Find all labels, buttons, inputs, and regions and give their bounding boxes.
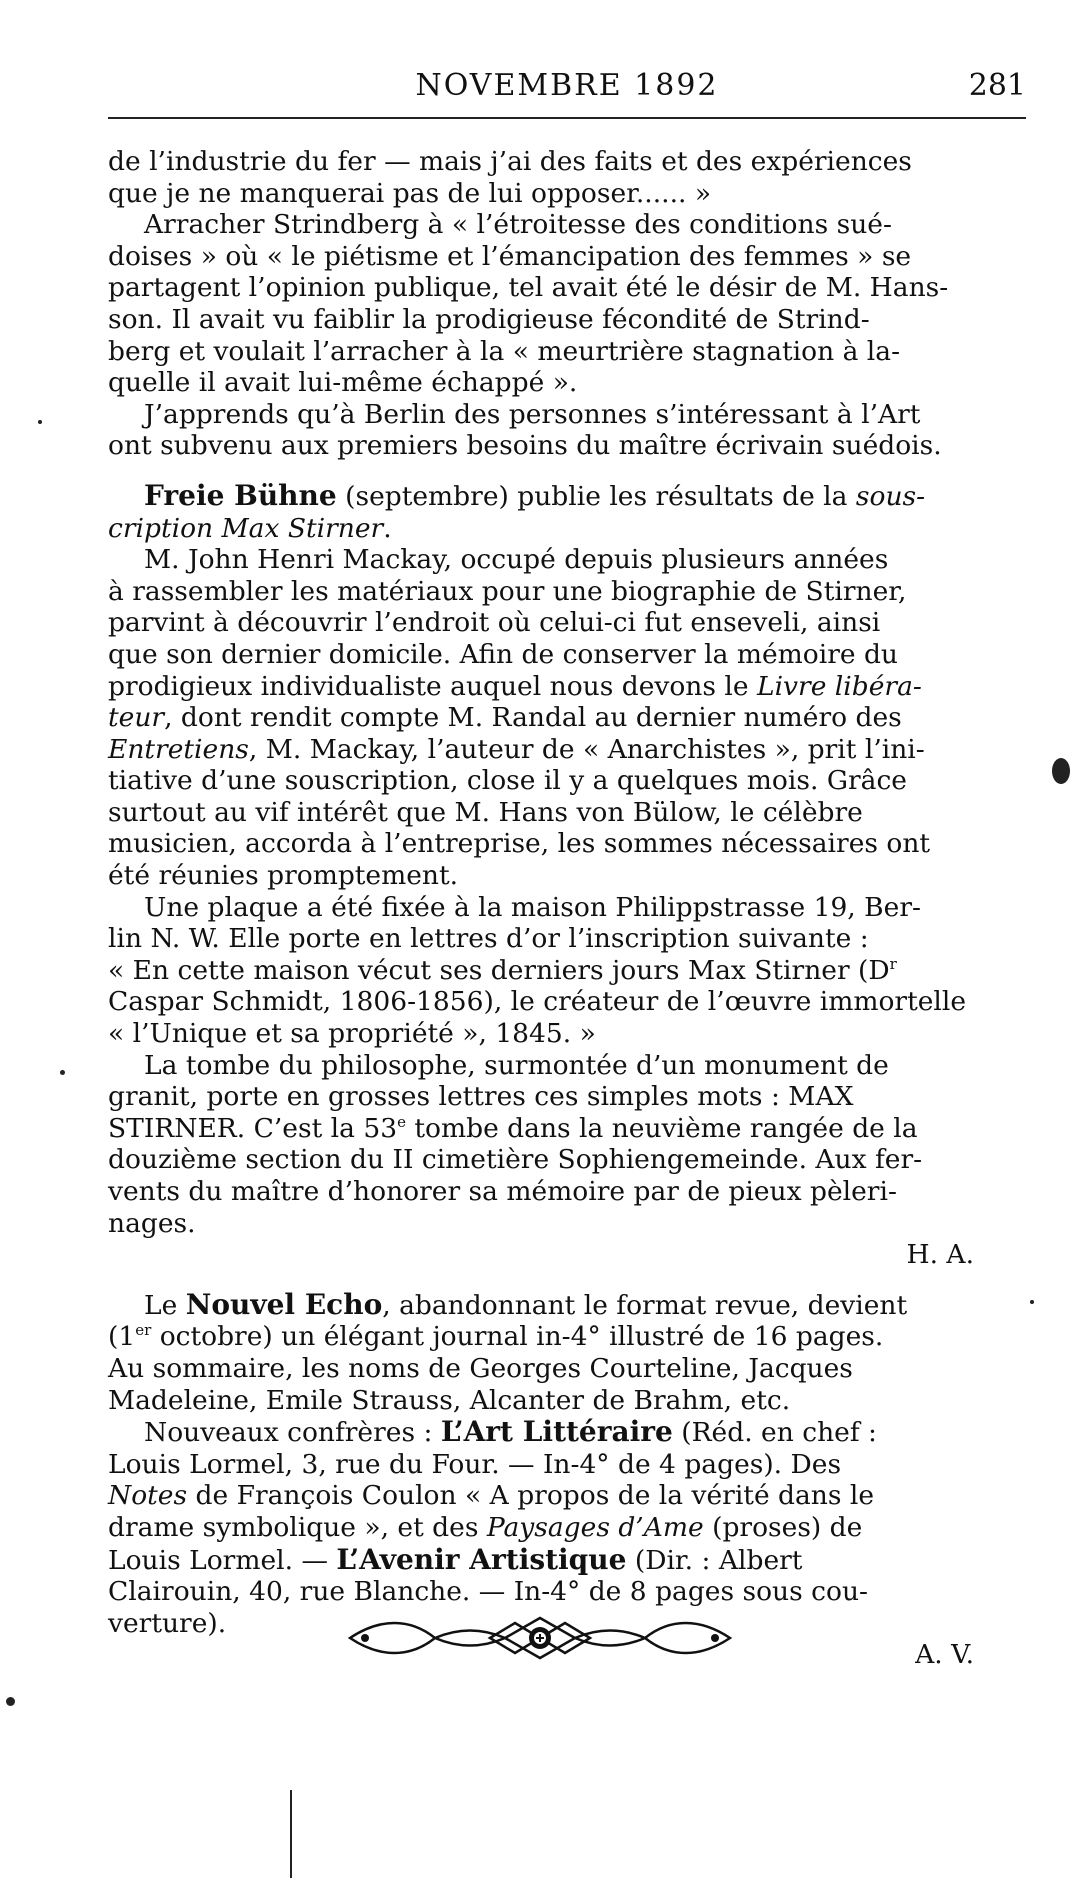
journal-title: Freie Bühne bbox=[144, 478, 337, 512]
paragraph-line bbox=[108, 1416, 1026, 1449]
paragraph-line: Arracher Strindberg à « l’étroitesse des conditions sué- bbox=[144, 209, 892, 241]
superscript: e bbox=[397, 1112, 406, 1131]
italic-run: Notes bbox=[108, 1480, 188, 1512]
paragraph-line: La tombe du philosophe, surmontée d’un monument de bbox=[144, 1049, 889, 1081]
italic-run: teur bbox=[108, 702, 165, 734]
text-run: (1 bbox=[108, 1321, 136, 1353]
page-header bbox=[108, 60, 1026, 112]
paragraph-line: à rassembler les matériaux pour une biographie de Stirner, bbox=[108, 575, 907, 607]
paragraph-line: Une plaque a été fixée à la maison Philippstrasse 19, Ber- bbox=[144, 891, 921, 923]
superscript: r bbox=[889, 955, 897, 974]
text-run: . bbox=[383, 512, 392, 544]
superscript: er bbox=[135, 1321, 152, 1340]
paragraph-line: surtout au vif intérêt que M. Hans von Bülow, le célèbre bbox=[108, 796, 863, 828]
paragraph-line: que je ne manquerai pas de lui opposer...... » bbox=[108, 177, 712, 209]
tailpiece-ornament-icon bbox=[340, 1613, 740, 1663]
ink-speck bbox=[1030, 1300, 1034, 1304]
paragraph-line: Caspar Schmidt, 1806-1856), le créateur de l’œuvre immortelle bbox=[108, 986, 967, 1018]
paragraph-line: Louis Lormel, 3, rue du Four. — In-4° de 4 pages). Des bbox=[108, 1448, 842, 1480]
paragraph-line bbox=[108, 513, 1026, 545]
paragraph-line: « l’Unique et sa propriété », 1845. » bbox=[108, 1018, 596, 1050]
paragraph-line: Madeleine, Emile Strauss, Alcanter de Brahm, etc. bbox=[108, 1384, 791, 1416]
paragraph-line: douzième section du II cimetière Sophiengemeinde. Aux fer- bbox=[108, 1144, 923, 1176]
text-run: , abandonnant le format revue, devient bbox=[382, 1289, 908, 1321]
paragraph-line bbox=[108, 1289, 1026, 1322]
italic-run: Paysages d’Ame bbox=[486, 1511, 704, 1543]
paragraph-line: nages. bbox=[108, 1207, 196, 1239]
paragraph-line: berg et voulait l’arracher à la « meurtrière stagnation à la- bbox=[108, 335, 901, 367]
text-run: « En cette maison vécut ses derniers jours Max Stirner (D bbox=[108, 954, 890, 986]
running-title: NOVEMBRE 1892 bbox=[415, 68, 719, 103]
paragraph-line bbox=[108, 955, 1026, 987]
paragraph-line: lin N. W. Elle porte en lettres d’or l’inscription suivante : bbox=[108, 923, 869, 955]
text-run: tombe dans la neuvième rangée de la bbox=[405, 1112, 918, 1144]
ink-speck bbox=[60, 1070, 65, 1075]
paragraph-line bbox=[108, 1480, 1026, 1512]
text-run: (Dir. : Albert bbox=[626, 1544, 803, 1576]
text-run: drame symbolique », et des bbox=[108, 1511, 487, 1543]
paragraph-line: Clairouin, 40, rue Blanche. — In-4° de 8 pages sous cou- bbox=[108, 1576, 868, 1608]
paragraph-line: Au sommaire, les noms de Georges Courteline, Jacques bbox=[108, 1352, 853, 1384]
paragraph-line bbox=[108, 480, 1026, 513]
text-run: Le bbox=[144, 1289, 186, 1321]
paragraph-line bbox=[108, 734, 1026, 766]
text-run: (septembre) publie les résultats de la bbox=[336, 480, 856, 512]
signature: H. A. bbox=[906, 1239, 974, 1271]
header-rule bbox=[108, 117, 1026, 119]
paragraph-line: doises » où « le piétisme et l’émancipation des femmes » se bbox=[108, 240, 912, 272]
paragraph-line: tiative d’une souscription, close il y a quelques mois. Grâce bbox=[108, 765, 907, 797]
italic-run: cription Max Stirner bbox=[108, 512, 384, 544]
paragraph-line bbox=[108, 671, 1026, 703]
scan-mark bbox=[290, 1790, 292, 1878]
paragraph-line: J’apprends qu’à Berlin des personnes s’intéressant à l’Art bbox=[144, 398, 921, 430]
text-run: octobre) un élégant journal in-4° illustré de 16 pages. bbox=[151, 1321, 884, 1353]
paragraph-line bbox=[108, 1544, 1026, 1577]
journal-title: Nouvel Echo bbox=[185, 1287, 383, 1321]
text-run: Louis Lormel. — bbox=[108, 1544, 337, 1576]
ink-speck bbox=[38, 420, 42, 424]
paragraph-line: parvint à découvrir l’endroit où celui-ci fut enseveli, ainsi bbox=[108, 607, 881, 639]
paragraph-line: son. Il avait vu faiblir la prodigieuse fécondité de Strind- bbox=[108, 303, 870, 335]
paragraph-line: été réunies promptement. bbox=[108, 860, 459, 892]
ink-blot bbox=[1052, 758, 1070, 784]
paragraph-line: quelle il avait lui-même échappé ». bbox=[108, 367, 578, 399]
signature: A. V. bbox=[915, 1639, 974, 1671]
italic-run: Livre libéra- bbox=[756, 670, 922, 702]
paragraph-line bbox=[108, 1321, 1026, 1353]
paragraph-line: que son dernier domicile. Afin de conserver la mémoire du bbox=[108, 638, 898, 670]
page-number: 281 bbox=[968, 68, 1026, 103]
journal-title: L’Avenir Artistique bbox=[336, 1542, 627, 1576]
text-run: (Réd. en chef : bbox=[672, 1417, 877, 1449]
paragraph-line: vents du maître d’honorer sa mémoire par de pieux pèleri- bbox=[108, 1176, 897, 1207]
paragraph-line: M. John Henri Mackay, occupé depuis plusieurs années bbox=[144, 544, 889, 576]
paragraph-line: verture). bbox=[108, 1607, 227, 1639]
paragraph-line bbox=[108, 1512, 1026, 1544]
italic-run: Entretiens bbox=[108, 733, 249, 765]
italic-run: sous- bbox=[855, 480, 926, 512]
paragraph-line bbox=[108, 1113, 1026, 1145]
paragraph-line bbox=[108, 702, 1026, 734]
text-run: (proses) de bbox=[703, 1511, 863, 1543]
paragraph-line: partagent l’opinion publique, tel avait été le désir de M. Hans- bbox=[108, 272, 949, 304]
text-run: STIRNER. C’est la 53 bbox=[108, 1112, 398, 1144]
journal-title: L’Art Littéraire bbox=[440, 1415, 673, 1449]
text-run: prodigieux individualiste auquel nous devons le bbox=[108, 670, 757, 702]
text-run: , dont rendit compte M. Randal au dernier numéro des bbox=[164, 702, 902, 734]
text-run: , M. Mackay, l’auteur de « Anarchistes », prit l’ini- bbox=[248, 733, 925, 765]
paragraph-line: granit, porte en grosses lettres ces simples mots : MAX bbox=[108, 1081, 854, 1113]
paragraph-line: musicien, accorda à l’entreprise, les sommes nécessaires ont bbox=[108, 828, 931, 860]
article-body bbox=[108, 146, 1026, 1671]
ink-speck bbox=[6, 1697, 15, 1706]
paragraph-line: ont subvenu aux premiers besoins du maître écrivain suédois. bbox=[108, 430, 942, 462]
text-run: de François Coulon « A propos de la vérité dans le bbox=[187, 1480, 875, 1512]
paragraph-line: de l’industrie du fer — mais j’ai des faits et des expériences bbox=[108, 146, 912, 177]
text-run: Nouveaux confrères : bbox=[144, 1417, 441, 1449]
